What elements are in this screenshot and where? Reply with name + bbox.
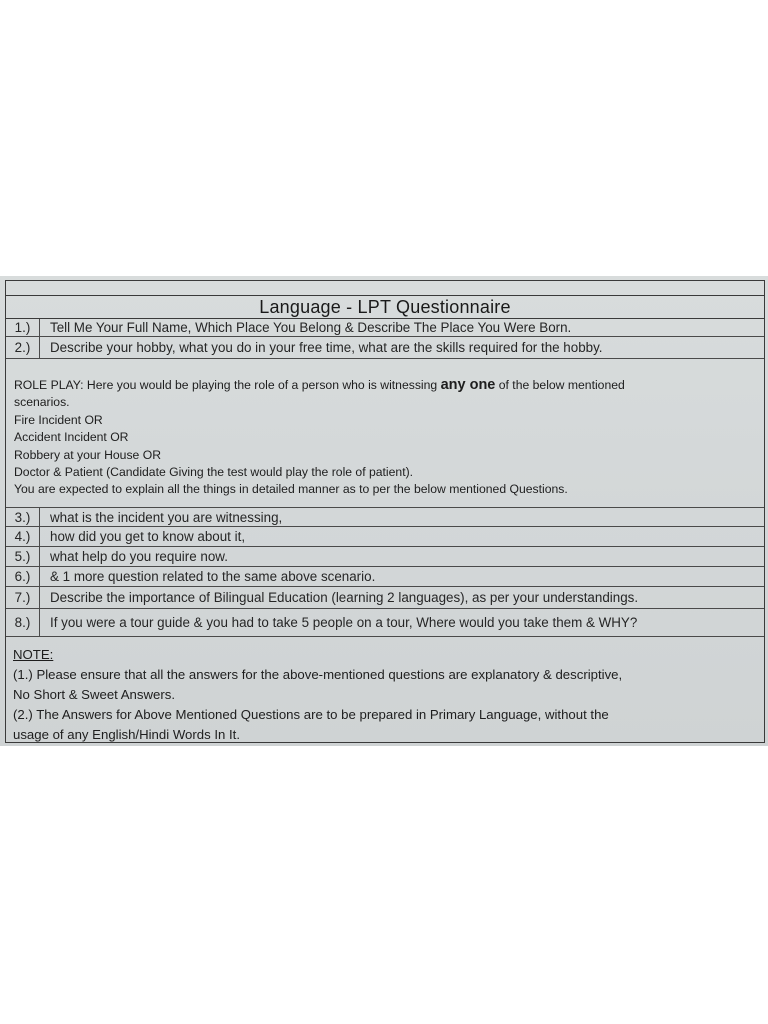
question-text: If you were a tour guide & you had to take 5 people on a tour, Where would you take them & WHY? xyxy=(50,615,638,630)
role-play-instruction: You are expected to explain all the things in detailed manner as to per the below mentioned Questions. xyxy=(14,482,568,497)
question-row-5 xyxy=(6,547,764,567)
scenario-item: Fire Incident OR xyxy=(14,412,103,427)
note-line: (2.) The Answers for Above Mentioned Questions are to be prepared in Primary Language, without the xyxy=(13,707,609,722)
question-text: Describe your hobby, what you do in your free time, what are the skills required for the hobby. xyxy=(50,340,603,355)
question-number: 2.) xyxy=(6,337,40,358)
note-line: usage of any English/Hindi Words In It. xyxy=(13,727,240,742)
question-number: 4.) xyxy=(6,527,40,546)
question-text: what help do you require now. xyxy=(50,549,228,564)
question-number: 1.) xyxy=(6,319,40,336)
note-section xyxy=(13,645,763,745)
question-text: & 1 more question related to the same above scenario. xyxy=(50,569,376,584)
role-play-intro xyxy=(14,377,754,394)
role-play-intro-line2: scenarios. xyxy=(14,395,70,410)
scenario-item: Robbery at your House OR xyxy=(14,447,161,462)
question-text: Tell Me Your Full Name, Which Place You Belong & Describe The Place You Were Born. xyxy=(50,320,572,335)
question-text: what is the incident you are witnessing, xyxy=(50,510,283,525)
note-line: No Short & Sweet Answers. xyxy=(13,687,175,702)
page-title: Language - LPT Questionnaire xyxy=(259,297,511,317)
question-number: 6.) xyxy=(6,567,40,586)
question-number: 3.) xyxy=(6,508,40,526)
question-number: 5.) xyxy=(6,547,40,566)
title-row xyxy=(6,295,764,319)
question-row-3 xyxy=(6,507,764,527)
question-row-2 xyxy=(6,337,764,359)
question-number: 7.) xyxy=(6,587,40,608)
question-row-8 xyxy=(6,609,764,637)
question-row-4 xyxy=(6,527,764,547)
question-row-6 xyxy=(6,567,764,587)
questionnaire-box xyxy=(5,280,765,743)
question-text: Describe the importance of Bilingual Education (learning 2 languages), as per your understandings. xyxy=(50,590,639,605)
role-play-section xyxy=(14,377,754,499)
question-text: how did you get to know about it, xyxy=(50,529,246,544)
question-row-7 xyxy=(6,587,764,609)
role-play-intro-text-end: of the below mentioned xyxy=(495,378,625,392)
scenario-item: Doctor & Patient (Candidate Giving the test would play the role of patient). xyxy=(14,465,414,480)
role-play-intro-text: ROLE PLAY: Here you would be playing the role of a person who is witnessing xyxy=(14,378,441,392)
question-number: 8.) xyxy=(6,609,40,636)
note-label: NOTE: xyxy=(13,647,54,662)
note-line: (1.) Please ensure that all the answers for the above-mentioned questions are explanatory & descriptive, xyxy=(13,667,623,682)
scenario-item: Accident Incident OR xyxy=(14,430,129,445)
questionnaire-sheet xyxy=(0,276,768,746)
question-row-1 xyxy=(6,319,764,337)
role-play-emphasis: any one xyxy=(440,377,496,393)
